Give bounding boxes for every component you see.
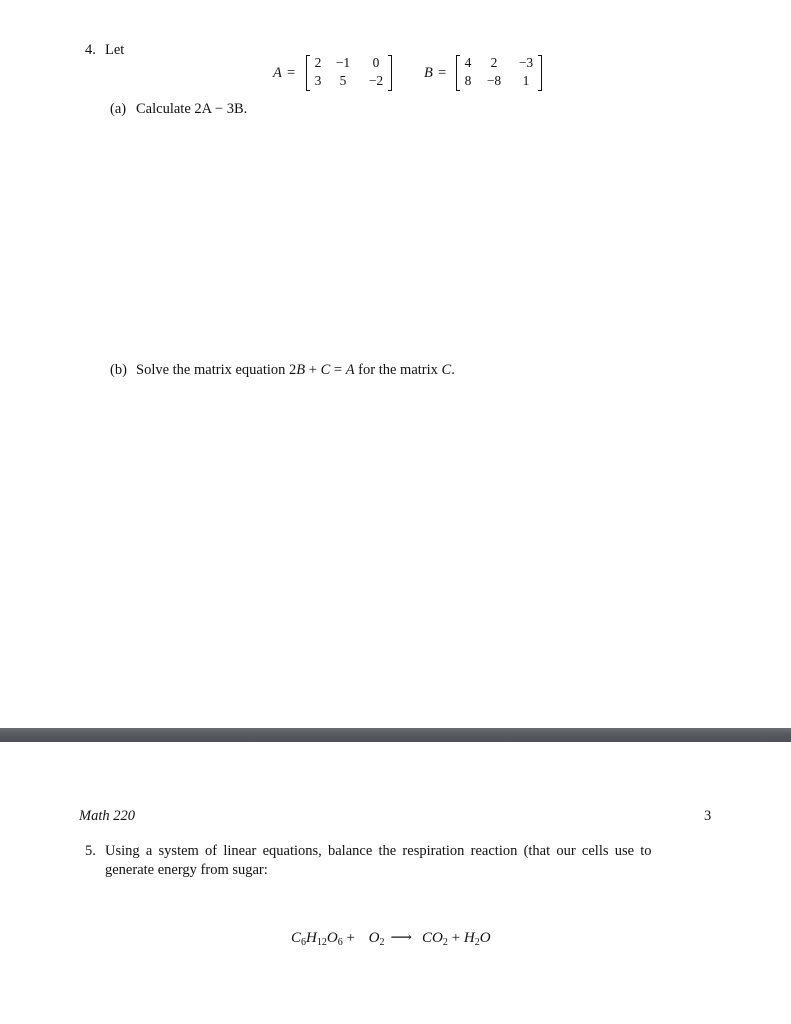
glucose-h-sub: 12	[316, 937, 327, 948]
part-b-var-c: C	[320, 362, 331, 378]
oxygen-sub: 2	[379, 937, 385, 948]
matrix-b-right-bracket	[538, 55, 542, 91]
course-name: Math 220	[79, 808, 135, 824]
co2-co: CO	[422, 930, 443, 946]
matrix-b-cell: −3	[518, 55, 534, 70]
part-b-plus: +	[305, 362, 321, 378]
part-b-text	[136, 362, 455, 379]
problem-5-text-line1: Using a system of linear equations, balance the respiration reaction (that our cells use to	[105, 843, 652, 859]
oxygen-o: O	[368, 930, 380, 946]
matrix-b-cell: −8	[486, 73, 502, 88]
water-sub: 2	[474, 937, 480, 948]
part-b-text-start: Solve the matrix equation 2	[136, 362, 297, 378]
water-o: O	[479, 930, 491, 946]
matrix-b-equals: =	[438, 65, 447, 81]
glucose-o-sub: 6	[337, 937, 343, 948]
matrix-a-cell: 2	[314, 55, 322, 70]
matrix-b-cell: 2	[490, 55, 498, 70]
matrix-a-right-bracket	[388, 55, 392, 91]
page-number: 3	[704, 808, 712, 824]
water-h: H	[463, 930, 475, 946]
part-b-var-b: B	[296, 362, 306, 378]
glucose-c-sub: 6	[301, 937, 307, 948]
matrix-b-name: B	[424, 65, 433, 81]
plus-sign: +	[342, 930, 359, 946]
matrix-b-cell: 4	[464, 55, 472, 70]
matrix-a-equals: =	[287, 65, 296, 81]
problem-5-text-line2: generate energy from sugar:	[105, 862, 268, 878]
matrix-a-name: A	[273, 65, 282, 81]
matrix-a-cell: 5	[339, 73, 347, 88]
respiration-equation	[291, 928, 491, 948]
part-b-text-end: .	[451, 362, 455, 378]
part-a-label: (a)	[110, 101, 127, 117]
part-b-var-c2: C	[441, 362, 452, 378]
glucose-c: C	[291, 930, 302, 946]
matrix-b	[456, 55, 542, 91]
page-divider	[0, 728, 791, 742]
problem-4-number: 4.	[85, 42, 96, 58]
matrix-b-cell: 1	[522, 73, 530, 88]
part-b-var-a: A	[345, 362, 355, 378]
part-a-text: Calculate 2A − 3B.	[136, 101, 248, 117]
matrix-a-cell: 0	[372, 55, 380, 70]
reaction-arrow-icon: ⟶	[390, 930, 413, 946]
problem-4-lead: Let	[105, 42, 125, 58]
matrix-a-cell: −1	[335, 55, 351, 70]
part-b-text-mid: for the matrix	[354, 362, 442, 378]
matrix-a-cell: 3	[314, 73, 322, 88]
matrix-b-cell: 8	[464, 73, 472, 88]
glucose-h: H	[306, 930, 317, 946]
problem-5-number: 5.	[85, 843, 96, 859]
matrix-a	[306, 55, 392, 91]
part-b-label: (b)	[110, 362, 127, 378]
part-b-equals: =	[330, 362, 346, 378]
plus-sign-2: +	[447, 930, 464, 946]
glucose-o: O	[326, 930, 338, 946]
matrix-a-cell: −2	[368, 73, 384, 88]
co2-sub: 2	[442, 937, 448, 948]
